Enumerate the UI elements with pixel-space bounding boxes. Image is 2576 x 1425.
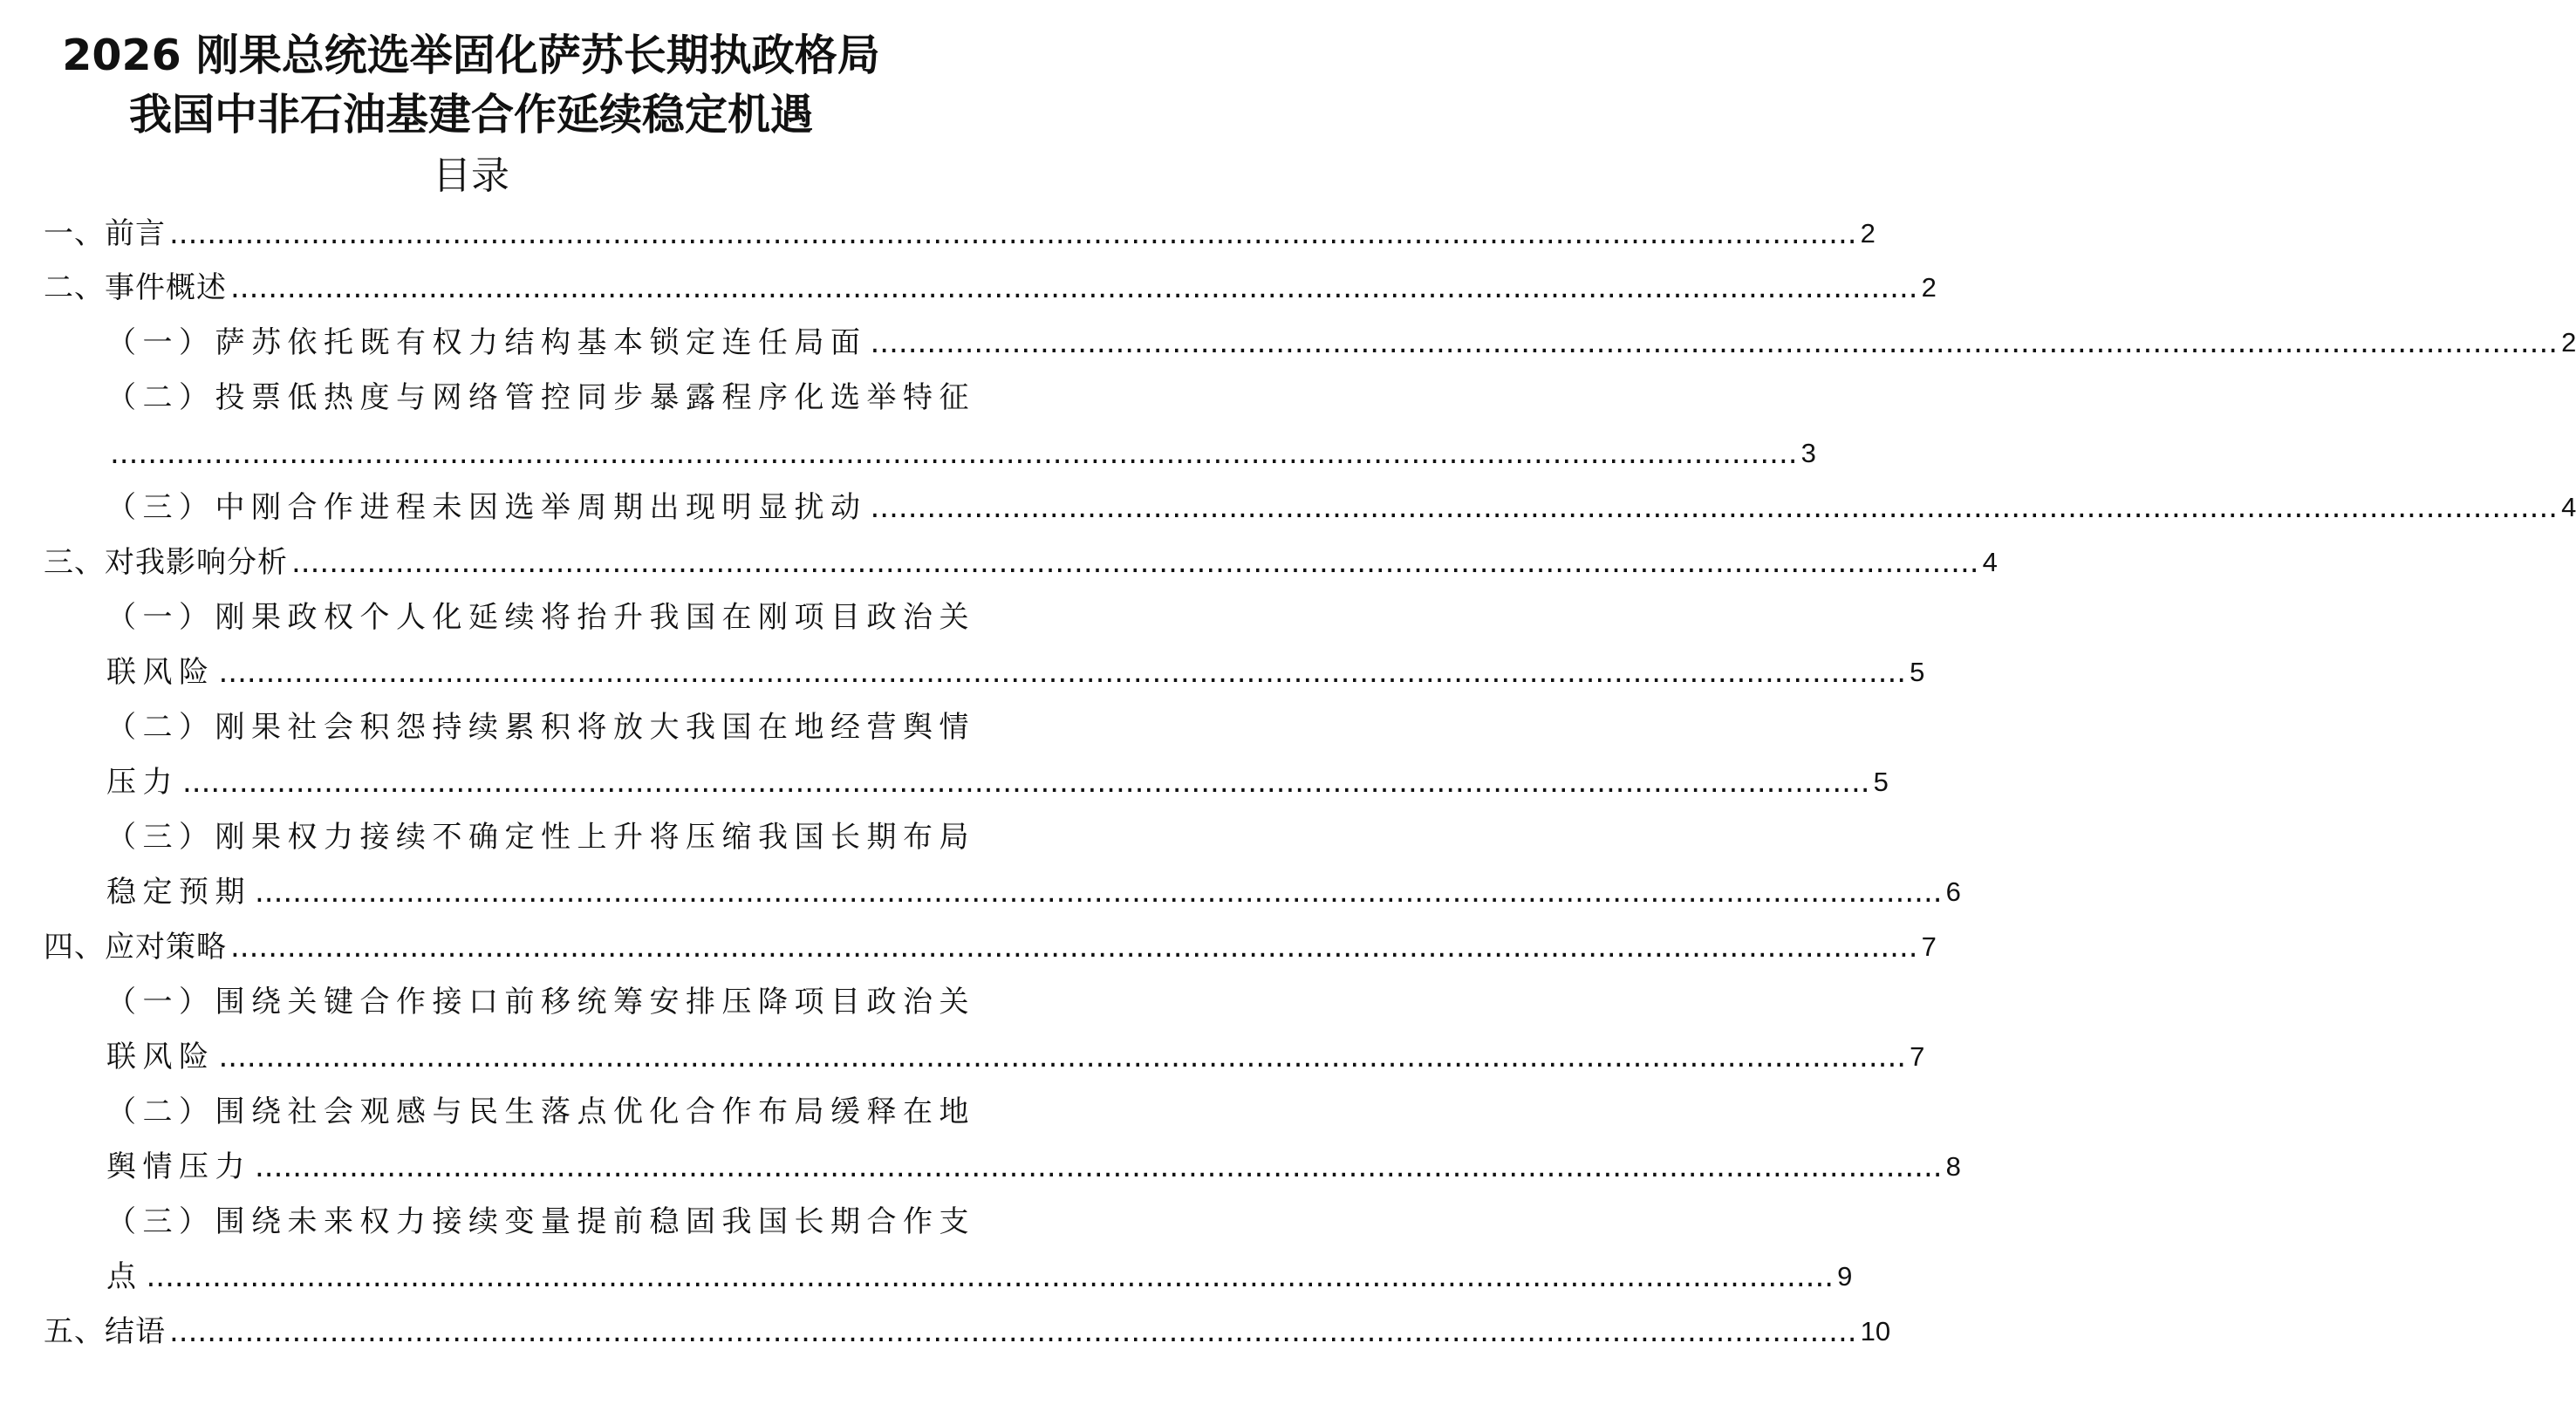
toc-entry[interactable]	[106, 761, 1889, 803]
toc-entry[interactable]	[106, 1036, 1925, 1078]
toc-entry-text[interactable]: （三）围绕未来权力接续变量提前稳固我国长期合作支	[106, 1204, 975, 1239]
dot-leader: ...................................................................................................................................................................................	[255, 1149, 1943, 1184]
toc-entry[interactable]	[44, 213, 1876, 255]
toc-entry-text: （一）萨苏依托既有权力结构基本锁定连任局面	[106, 325, 867, 360]
toc-page-number: 4	[1982, 547, 1998, 577]
toc-entry-text[interactable]: （二）围绕社会观感与民生落点优化合作布局缓释在地	[106, 1094, 975, 1129]
dot-leader: ...................................................................................................................................................................................	[870, 325, 2559, 360]
toc-entry-text: 舆情压力	[106, 1149, 251, 1184]
toc-entry-text: 压力	[106, 765, 179, 800]
dot-leader: ...................................................................................................................................................................................	[230, 270, 1918, 305]
dot-leader: ...................................................................................................................................................................................	[110, 436, 1798, 471]
toc-entry[interactable]	[106, 871, 1961, 913]
toc-entry[interactable]	[44, 1311, 1891, 1353]
dot-leader: ...................................................................................................................................................................................	[870, 490, 2559, 525]
toc-entry-text: 点	[106, 1259, 143, 1294]
toc-entry-text: 联风险	[106, 1040, 215, 1074]
toc-page-number: 2	[2561, 327, 2576, 358]
dot-leader: ...................................................................................................................................................................................	[146, 1259, 1835, 1294]
toc-entry-text: 一、前言	[44, 216, 166, 251]
document-title-line-1: 2026 刚果总统选举固化萨苏长期执政格局	[62, 31, 880, 80]
toc-entry[interactable]	[44, 542, 1998, 583]
toc-entry-text[interactable]: （三）刚果权力接续不确定性上升将压缩我国长期布局	[106, 820, 975, 855]
toc-entry-text: 三、对我影响分析	[44, 545, 288, 580]
toc-page-number: 7	[1910, 1041, 1925, 1072]
toc-page-number: 4	[2561, 492, 2576, 522]
toc-entry-text[interactable]: （二）投票低热度与网络管控同步暴露程序化选举特征	[106, 380, 975, 415]
toc-entry-text[interactable]: （一）围绕关键合作接口前移统筹安排压降项目政治关	[106, 985, 975, 1019]
toc-entry[interactable]	[44, 926, 1937, 968]
toc-page-number: 5	[1873, 767, 1889, 797]
toc-page-number: 3	[1800, 438, 1816, 468]
toc-entry-text[interactable]: （一）刚果政权个人化延续将抬升我国在刚项目政治关	[106, 600, 975, 635]
dot-leader: ...................................................................................................................................................................................	[182, 765, 1870, 800]
toc-entry-text[interactable]: （二）刚果社会积怨持续累积将放大我国在地经营舆情	[106, 710, 975, 745]
toc-entry[interactable]	[106, 1146, 1961, 1188]
toc-heading: 目录	[433, 153, 509, 198]
toc-entry[interactable]	[106, 487, 2576, 528]
toc-page-number: 10	[1860, 1316, 1891, 1347]
dot-leader: ...................................................................................................................................................................................	[255, 875, 1943, 910]
dot-leader: ...................................................................................................................................................................................	[218, 655, 1907, 690]
dot-leader: ...................................................................................................................................................................................	[169, 1314, 1857, 1349]
dot-leader: ...................................................................................................................................................................................	[218, 1040, 1907, 1074]
toc-entry[interactable]	[106, 322, 2576, 364]
toc-entry-text: 四、应对策略	[44, 930, 227, 965]
toc-page-number: 9	[1837, 1261, 1853, 1292]
dot-leader: ...................................................................................................................................................................................	[169, 216, 1857, 251]
toc-entry[interactable]	[106, 1256, 1853, 1298]
toc-page-number: 2	[1860, 218, 1876, 249]
toc-entry-text: 二、事件概述	[44, 270, 227, 305]
toc-page-number: 6	[1945, 876, 1961, 907]
dot-leader: ...................................................................................................................................................................................	[291, 545, 1979, 580]
toc-page-number: 5	[1910, 657, 1925, 687]
toc-page-number: 8	[1945, 1151, 1961, 1182]
toc-entry[interactable]	[106, 651, 1925, 693]
toc-entry[interactable]	[44, 267, 1937, 309]
toc-entry-text: （三）中刚合作进程未因选举周期出现明显扰动	[106, 490, 867, 525]
toc-entry[interactable]	[106, 433, 1816, 474]
toc-entry-text: 稳定预期	[106, 875, 251, 910]
toc-page-number: 2	[1921, 272, 1937, 303]
dot-leader: ...................................................................................................................................................................................	[230, 930, 1918, 965]
toc-page-number: 7	[1921, 931, 1937, 962]
toc-entry-text: 五、结语	[44, 1314, 166, 1349]
toc-entry-text: 联风险	[106, 655, 215, 690]
document-title-line-2: 我国中非石油基建合作延续稳定机遇	[128, 90, 813, 140]
